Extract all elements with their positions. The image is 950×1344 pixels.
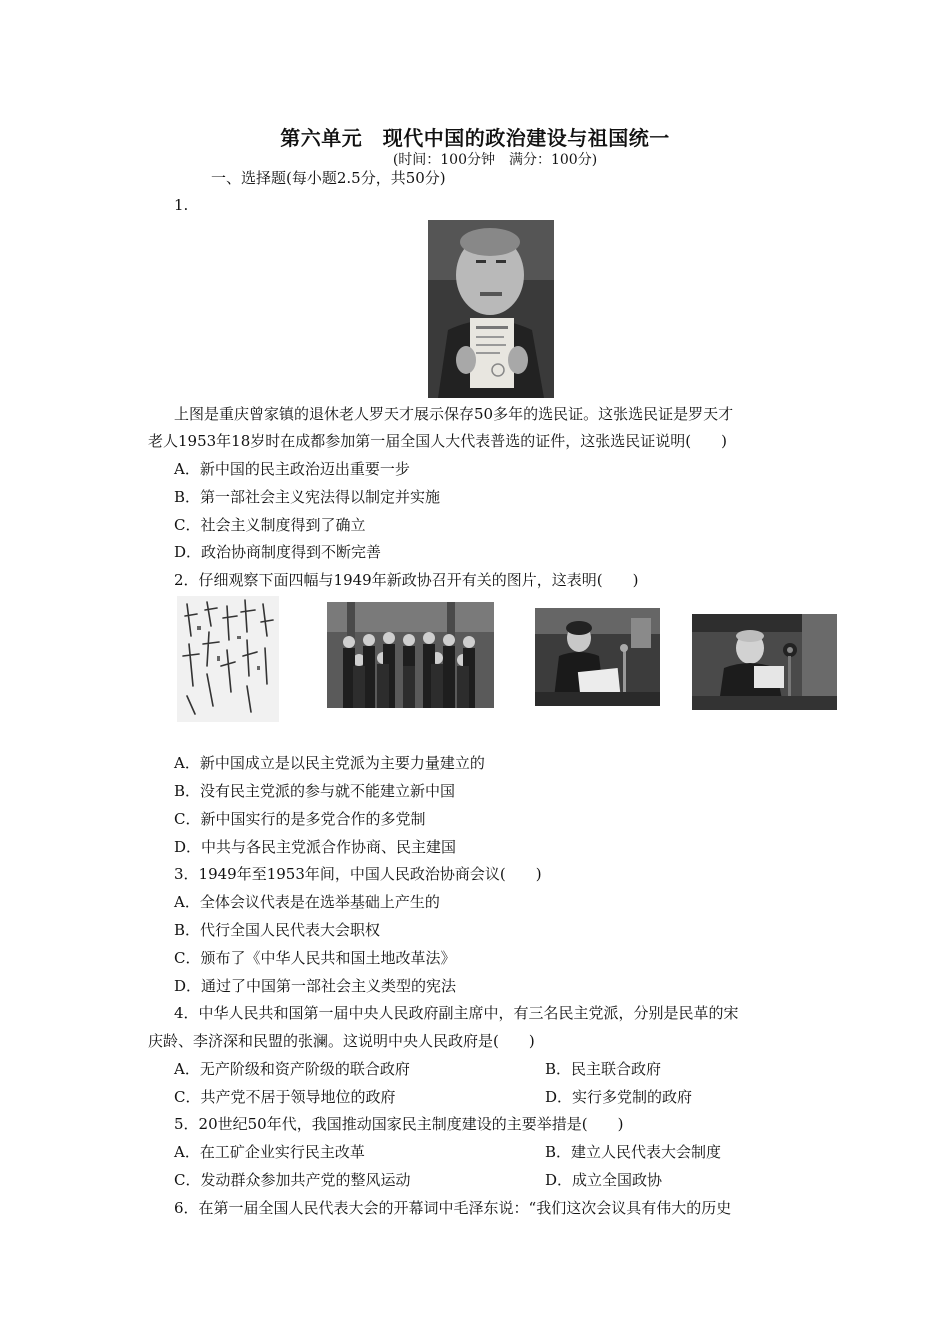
question-3-option-d: D．通过了中国第一部社会主义类型的宪法 xyxy=(174,977,457,995)
question-5-option-b: B．建立人民代表大会制度 xyxy=(545,1143,722,1161)
page-subtitle: (时间：100分钟 满分：100分) xyxy=(392,152,598,168)
calligraphy-image xyxy=(177,596,279,722)
women-delegates-group-photo xyxy=(327,602,494,708)
man-reading-speech-photo xyxy=(692,614,837,710)
question-5-stem: 5．20世纪50年代，我国推动国家民主制度建设的主要举措是( ) xyxy=(174,1115,624,1133)
question-1-stem-line-1: 上图是重庆曾家镇的退休老人罗天才展示保存50多年的选民证。这张选民证是罗天才 xyxy=(174,405,734,423)
question-4-option-a: A．无产阶级和资产阶级的联合政府 xyxy=(174,1060,410,1078)
woman-speaker-at-podium-photo xyxy=(535,608,660,706)
section-heading: 一、选择题(每小题2.5分，共50分) xyxy=(211,169,446,187)
question-5-option-a: A．在工矿企业实行民主改革 xyxy=(174,1143,365,1161)
question-2-option-b: B．没有民主党派的参与就不能建立新中国 xyxy=(174,782,456,800)
question-3-option-b: B．代行全国人民代表大会职权 xyxy=(174,921,381,939)
question-1-option-c: C．社会主义制度得到了确立 xyxy=(174,516,366,534)
question-2-stem: 2．仔细观察下面四幅与1949年新政协召开有关的图片，这表明( ) xyxy=(174,571,639,589)
question-4-option-b: B．民主联合政府 xyxy=(545,1060,662,1078)
question-3-stem: 3．1949年至1953年间，中国人民政治协商会议( ) xyxy=(174,865,542,883)
question-5-option-d: D．成立全国政协 xyxy=(545,1171,663,1189)
question-1-stem-line-2: 老人1953年18岁时在成都参加第一届全国人大代表普选的证件，这张选民证说明( ) xyxy=(148,432,727,450)
question-3-option-a: A．全体会议代表是在选举基础上产生的 xyxy=(174,893,440,911)
question-1-option-d: D．政治协商制度得到不断完善 xyxy=(174,543,382,561)
page-title: 第六单元 现代中国的政治建设与祖国统一 xyxy=(280,126,670,150)
question-4-option-d: D．实行多党制的政府 xyxy=(545,1088,693,1106)
question-4-option-c: C．共产党不居于领导地位的政府 xyxy=(174,1088,396,1106)
question-4-stem-line-2: 庆龄、李济深和民盟的张澜。这说明中央人民政府是( ) xyxy=(148,1032,535,1050)
question-5-option-c: C．发动群众参加共产党的整风运动 xyxy=(174,1171,411,1189)
question-2-option-d: D．中共与各民主党派合作协商、民主建国 xyxy=(174,838,457,856)
question-2-option-c: C．新中国实行的是多党合作的多党制 xyxy=(174,810,426,828)
question-6-stem-line-1: 6．在第一届全国人民代表大会的开幕词中毛泽东说：“我们这次会议具有伟大的历史 xyxy=(174,1199,732,1217)
question-3-option-c: C．颁布了《中华人民共和国土地改革法》 xyxy=(174,949,456,967)
voter-card-photo xyxy=(428,220,554,398)
question-1-option-b: B．第一部社会主义宪法得以制定并实施 xyxy=(174,488,441,506)
question-4-stem-line-1: 4．中华人民共和国第一届中央人民政府副主席中，有三名民主党派，分别是民革的宋 xyxy=(174,1004,739,1022)
question-1-option-a: A．新中国的民主政治迈出重要一步 xyxy=(174,460,410,478)
question-1-number: 1. xyxy=(174,196,189,214)
question-2-option-a: A．新中国成立是以民主党派为主要力量建立的 xyxy=(174,754,485,772)
